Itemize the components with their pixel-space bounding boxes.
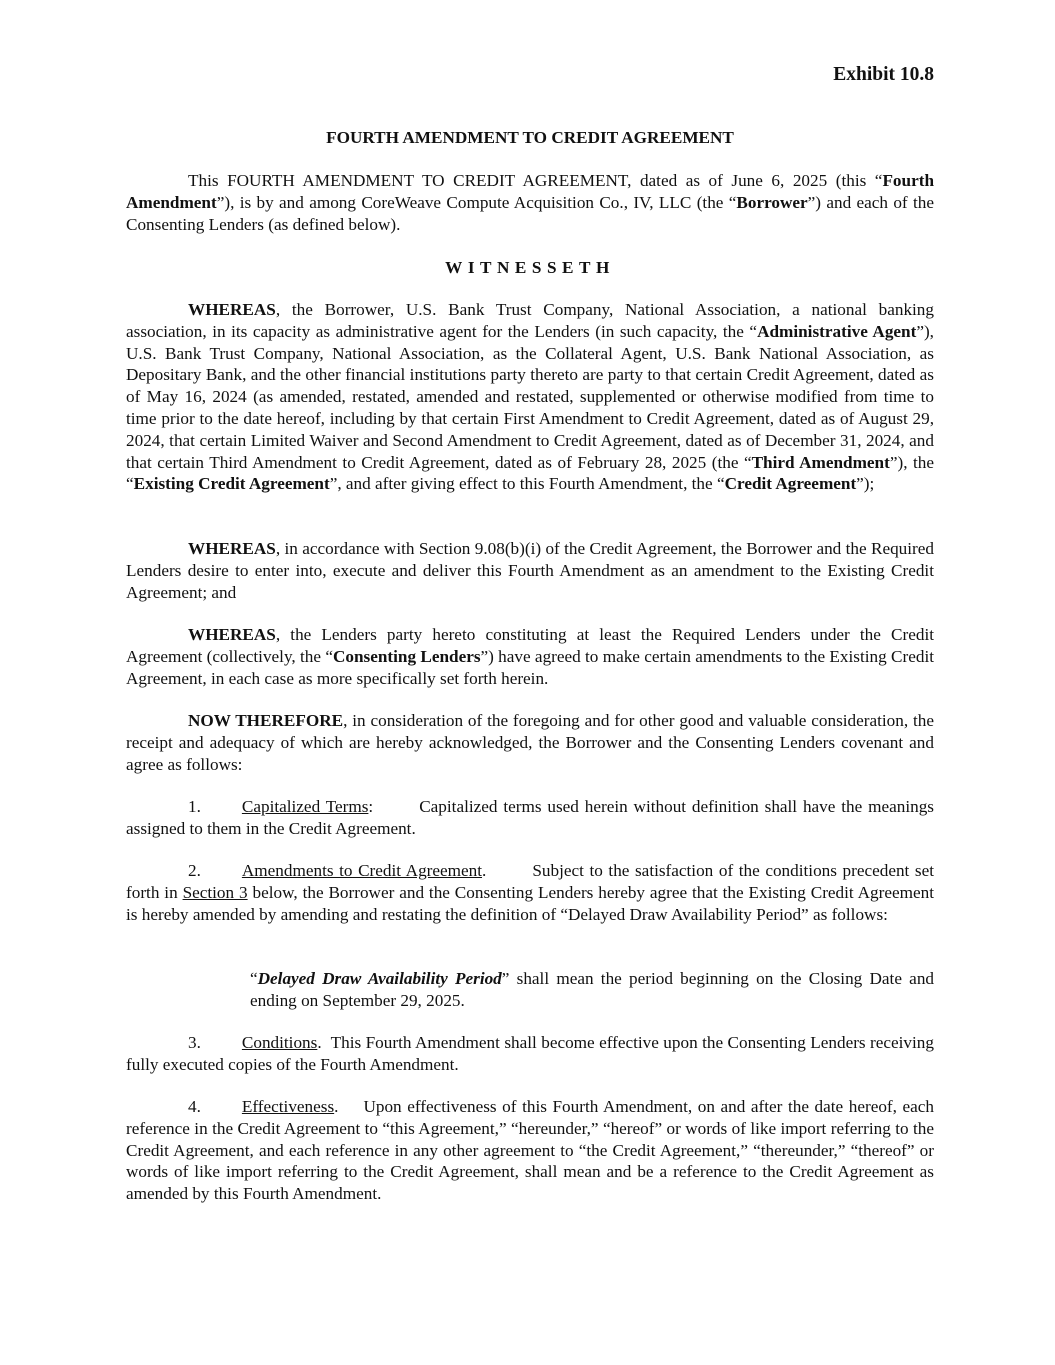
section-2-text-1: Subject to the satisfaction of the conditions precedent set forth in [126,861,934,902]
section-2 [126,860,934,925]
section-2-number: 2. [188,861,201,880]
definition-open-quote: “ [250,969,258,988]
definition-text: ” shall mean the period beginning on the Closing Date and ending on September 29, 2025. [250,969,935,1010]
whereas2-text-1: , in accordance with Section 9.08(b)(i) of the Credit Agreement, the Borrower and the Required Lenders desire to enter into, execute and deliver this Fourth Amendment as an amendment to the Existing Credit Agreement; and [126,539,934,602]
intro-paragraph [126,170,934,235]
definition-term: Delayed Draw Availability Period [257,969,502,988]
section-4-number: 4. [188,1097,201,1116]
section-2-separator: . [482,861,487,880]
section-1-number: 1. [188,797,201,816]
term-existing-credit-agreement: Existing Credit Agreement [133,474,330,494]
intro-text-2: ”), is by and among CoreWeave Compute Acquisition Co., IV, LLC (the “ [216,192,737,212]
whereas-lead: WHEREAS [188,539,276,558]
intro-text-1: This FOURTH AMENDMENT TO CREDIT AGREEMENT, dated as of June 6, 2025 (this “ [188,171,883,190]
whereas1-text-2: ”), U.S. Bank Trust Company, National Association, as the Collateral Agent, U.S. Bank National Association, as Depositary Bank, and the other financial institutions party thereto are party to that certain Credit Agreement, dated as of May 16, 2024 (as amended, restated, amended and restated, supplemented or otherwise modified from time to time prior to the date hereof, including by that certain First Amendment to Credit Agreement, dated as of August 29, 2024, that certain Limited Waiver and Second Amendment to Credit Agreement, dated as of December 31, 2024, and that certain Third Amendment to Credit Agreement, dated as of February 28, 2025 (the “ [126,321,934,472]
term-third-amendment: Third Amendment [751,452,890,472]
term-consenting-lenders: Consenting Lenders [332,646,481,666]
term-fourth-amendment: Fourth Amendment [126,171,934,212]
definition-block [250,968,934,1012]
section-3-heading: Conditions [241,1033,318,1052]
whereas1-text-5: ”); [856,474,875,494]
whereas-lead: WHEREAS [188,300,276,319]
now-therefore-text: , in consideration of the foregoing and for other good and valuable consideration, the receipt and adequacy of which are hereby acknowledged, the Borrower and the Consenting Lenders covenant and agree as follows: [126,711,934,774]
term-administrative-agent: Administrative Agent [757,321,917,341]
now-therefore-paragraph [126,710,934,775]
section-1-separator: : [368,797,374,816]
section-1 [126,796,934,840]
document-title: FOURTH AMENDMENT TO CREDIT AGREEMENT [326,128,734,147]
whereas1-text-4: ”, and after giving effect to this Fourth Amendment, the “ [329,474,725,494]
intro-text-3: ”) and each of the Consenting Lenders (as defined below). [126,192,934,234]
section-4-separator: . [334,1097,339,1116]
whereas-paragraph-1 [126,299,934,495]
section-4 [126,1096,934,1205]
section-3-reference: Section 3 [182,882,248,902]
section-1-text: Capitalized terms used herein without definition shall have the meanings assigned to them in the Credit Agreement. [126,797,934,838]
whereas1-text-3: ”), the “ [126,452,934,494]
whereas3-text-2: ”) have agreed to make certain amendments to the Existing Credit Agreement, in each case as more specifically set forth herein. [126,646,934,688]
witnesseth-heading: WITNESSETH [445,258,615,277]
now-therefore-lead: NOW THEREFORE [188,711,344,730]
section-3 [126,1032,934,1076]
section-2-heading: Amendments to Credit Agreement [241,861,483,880]
whereas1-text-1: , the Borrower, U.S. Bank Trust Company, National Association, a national banking association, in its capacity as administrative agent for the Lenders (in such capacity, the “ [126,300,934,341]
section-4-heading: Effectiveness [241,1097,335,1116]
section-2-text-2: below, the Borrower and the Consenting Lenders hereby agree that the Existing Credit Agreement is hereby amended by amending and restating the definition of “Delayed Draw Availability Period” as follows: [126,882,934,924]
section-3-separator: . [317,1033,322,1052]
whereas3-text-1: , the Lenders party hereto constituting at least the Required Lenders under the Credit Agreement (collectively, the “ [126,625,934,666]
whereas-paragraph-2 [126,538,934,603]
whereas-paragraph-3 [126,624,934,689]
section-3-text: This Fourth Amendment shall become effective upon the Consenting Lenders receiving fully executed copies of the Fourth Amendment. [126,1033,934,1074]
term-credit-agreement: Credit Agreement [724,474,857,494]
whereas-lead: WHEREAS [188,625,276,644]
term-borrower: Borrower [736,192,808,212]
section-3-number: 3. [188,1033,201,1052]
section-4-text: Upon effectiveness of this Fourth Amendment, on and after the date hereof, each reference in the Credit Agreement to “this Agreement,” “hereunder,” “hereof” or words of like import referring to the Credit Agreement, and each reference in any other agreement to “the Credit Agreement,” “thereunder,” “thereof” or words of like import referring to the Credit Agreement, shall mean and be a reference to the Credit Agreement as amended by this Fourth Amendment. [126,1097,934,1204]
section-1-heading: Capitalized Terms [241,797,369,816]
exhibit-label: Exhibit 10.8 [833,64,934,85]
